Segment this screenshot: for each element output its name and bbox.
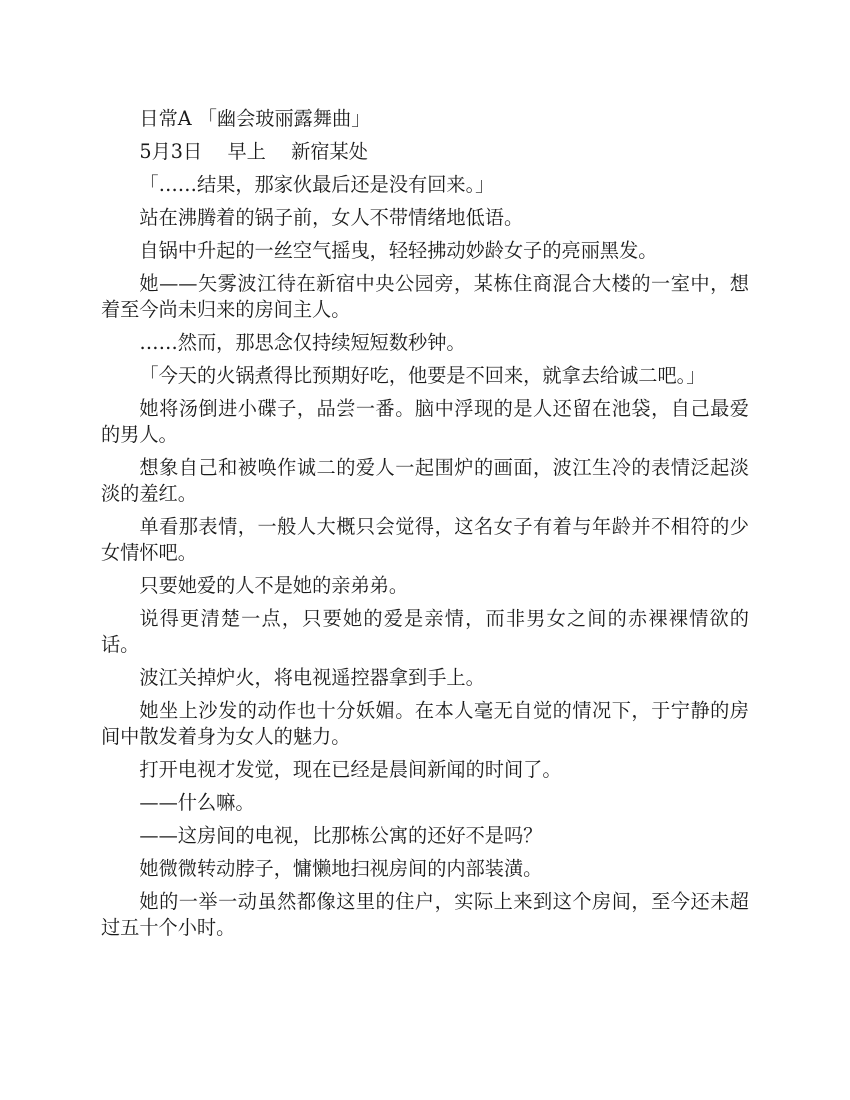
paragraph: 想象自己和被唤作诚二的爱人一起围炉的画面，波江生冷的表情泛起淡淡的羞红。 [101,456,749,505]
paragraph: 自锅中升起的一丝空气摇曳，轻轻拂动妙龄女子的亮丽黑发。 [139,239,658,262]
paragraph: 「……结果，那家伙最后还是没有回来。」 [139,173,495,196]
paragraph: 站在沸腾着的锅子前，女人不带情绪地低语。 [139,206,524,229]
dateline: 5月3日 早上 新宿某处 [139,140,368,163]
paragraph: 只要她爱的人不是她的亲弟弟。 [139,574,409,597]
paragraph: 她——矢雾波江待在新宿中央公园旁，某栋住商混合大楼的一室中，想着至今尚未归来的房间主人。 [101,272,749,321]
document-page [101,106,749,948]
chapter-title: 日常A 「幽会玻丽露舞曲」 [139,107,371,130]
paragraph: 波江关掉炉火，将电视遥控器拿到手上。 [139,666,485,689]
paragraph: 打开电视才发觉，现在已经是晨间新闻的时间了。 [139,758,562,781]
paragraph: 她的一举一动虽然都像这里的住户，实际上来到这个房间，至今还未超过五十个小时。 [101,890,749,939]
paragraph: 单看那表情，一般人大概只会觉得，这名女子有着与年龄并不相符的少女情怀吧。 [101,515,749,564]
paragraph: 她坐上沙发的动作也十分妖媚。在本人毫无自觉的情况下，于宁静的房间中散发着身为女人的魅力。 [101,699,749,748]
paragraph: 说得更清楚一点，只要她的爱是亲情，而非男女之间的赤裸裸情欲的话。 [101,607,749,656]
paragraph: ……然而，那思念仅持续短短数秒钟。 [139,331,466,354]
paragraph: 她将汤倒进小碟子，品尝一番。脑中浮现的是人还留在池袋，自己最爱的男人。 [101,397,749,446]
paragraph: ——这房间的电视，比那栋公寓的还好不是吗？ [139,824,543,847]
paragraph: 「今天的火锅煮得比预期好吃，他要是不回来，就拿去给诚二吧。」 [139,364,706,387]
paragraph: 她微微转动脖子，慵懒地扫视房间的内部装潢。 [139,857,543,880]
paragraph: ——什么嘛。 [139,791,255,814]
